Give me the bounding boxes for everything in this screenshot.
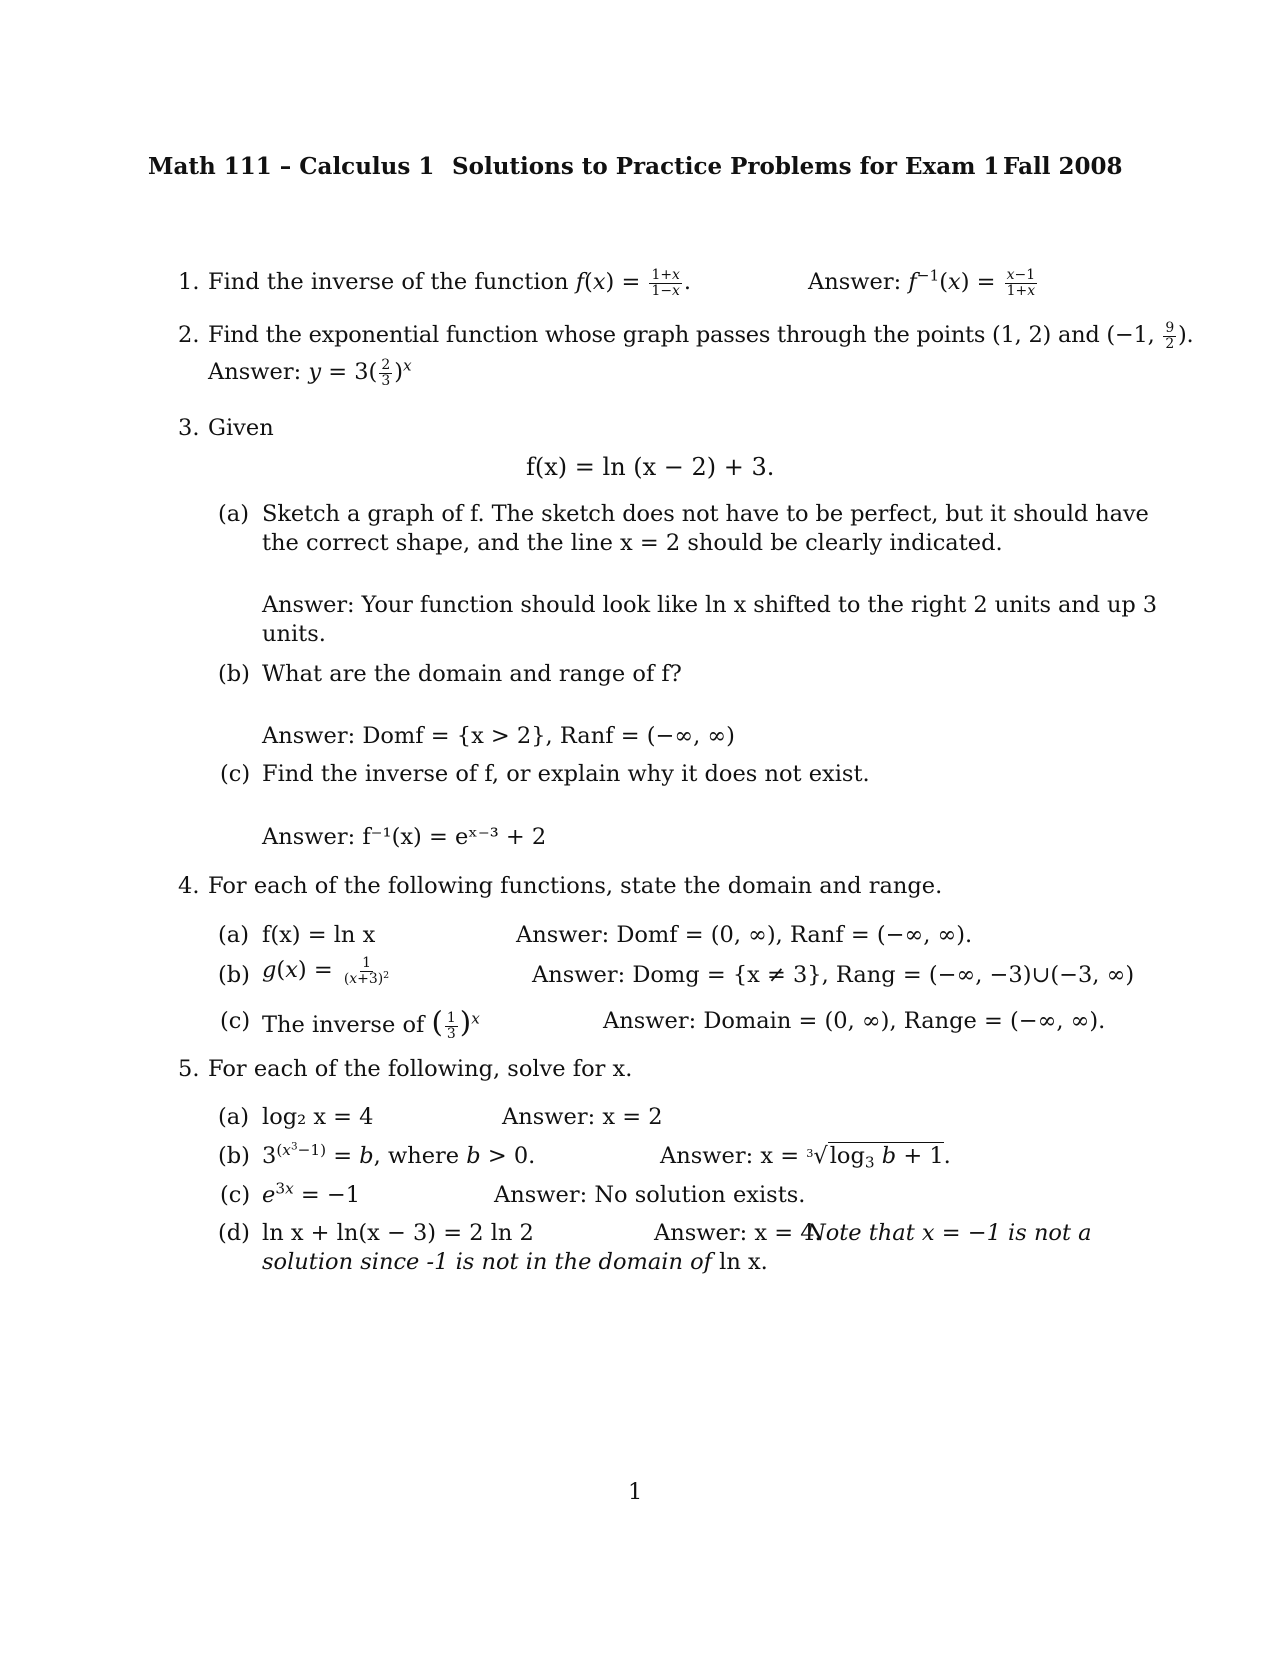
problem-3a-label: (a) (218, 501, 249, 527)
problem-5b-answer: Answer: $x = ^3√\log_3$ b + 1. (660, 1143, 951, 1172)
problem-2-question: Find the exponential function whose graph passes through the points (1, 2) and (−1, $\frac{9}{2}$ ). (208, 320, 1194, 352)
problem-5-number: 5. (178, 1056, 200, 1082)
problem-5c-label: (c) (220, 1182, 251, 1208)
problem-4-number: 4. (178, 873, 200, 899)
problem-3a-answer-1: Answer: Your function should look like ln x shifted to the right 2 units and up 3 (262, 592, 1157, 618)
problem-3c-label: (c) (220, 761, 251, 787)
problem-2-number: 2. (178, 322, 200, 348)
problem-4b-label: (b) (218, 962, 250, 988)
problem-3b-text: What are the domain and range of f? (262, 661, 682, 687)
problem-5d-equation: ln x + ln(x − 3) = 2 ln 2 (262, 1220, 534, 1246)
problem-4a-function: f(x) = ln x (262, 922, 376, 948)
problem-4b-answer: Answer: Domg = {x ≠ 3}, Rang = (−∞, −3)∪(−3, ∞) (532, 962, 1135, 988)
problem-3-equation: f(x) = ln (x − 2) + 3. (526, 453, 775, 481)
problem-5d-answer: Answer: x = 4. (654, 1220, 822, 1246)
term: Fall 2008 (1003, 153, 1123, 180)
problem-3c-answer: Answer: f⁻¹(x) = eˣ⁻³ + 2 (262, 824, 547, 850)
problem-4c-answer: Answer: Domain = (0, ∞), Range = (−∞, ∞). (603, 1008, 1106, 1034)
problem-1-question: Find the inverse of the function f(x) = $\frac{1+x}{1-x}$ . (208, 267, 692, 299)
problem-3a-answer-2: units. (262, 621, 326, 647)
problem-1-answer: Answer: $f^{-1}(x)$ = $\frac{x-1}{1+x}$ (808, 266, 1036, 299)
problem-4c-label: (c) (220, 1008, 251, 1034)
page-number: 1 (628, 1479, 643, 1505)
problem-5d-note-1: Note that x = −1 is not a (806, 1220, 1092, 1246)
problem-3-number: 3. (178, 415, 200, 441)
problem-3b-label: (b) (218, 661, 250, 687)
problem-5d-label: (d) (218, 1220, 250, 1246)
problem-4-text: For each of the following functions, state the domain and range. (208, 873, 943, 899)
problem-4b-function: g(x) = $\frac{1}{(x+3)^2}$ (262, 955, 390, 987)
problem-5d-note-2: solution since -1 is not in the domain of ln x. (262, 1249, 768, 1275)
problem-3b-answer: Answer: Domf = {x > 2}, Ranf = (−∞, ∞) (262, 723, 735, 749)
problem-4a-answer: Answer: Domf = (0, ∞), Ranf = (−∞, ∞). (516, 922, 973, 948)
problem-1-number: 1. (178, 269, 200, 295)
problem-3a-text-1: Sketch a graph of f. The sketch does not have to be perfect, but it should have (262, 501, 1149, 527)
problem-2-answer: Answer: y = 3( $\frac{2}{3}$ )$^x$ (208, 356, 412, 389)
problem-5b-equation: $3^{(x^3-1)} = b$, where b > 0. (262, 1139, 536, 1169)
document-title: Solutions to Practice Problems for Exam 1 (452, 153, 1000, 180)
problem-5b-label: (b) (218, 1143, 250, 1169)
problem-5c-answer: Answer: No solution exists. (494, 1182, 806, 1208)
problem-4a-label: (a) (218, 922, 249, 948)
problem-3a-text-2: the correct shape, and the line x = 2 should be clearly indicated. (262, 530, 1003, 556)
problem-3-given: Given (208, 415, 274, 441)
problem-5a-answer: Answer: x = 2 (502, 1104, 663, 1130)
problem-5a-label: (a) (218, 1104, 249, 1130)
problem-4c-text: The inverse of ( $\frac{1}{3}$ )$^x$ (262, 1005, 480, 1042)
course-title: Math 111 – Calculus 1 (148, 153, 435, 180)
problem-5-text: For each of the following, solve for x. (208, 1056, 633, 1082)
problem-5a-equation: log₂ x = 4 (262, 1104, 374, 1130)
problem-3c-text: Find the inverse of f, or explain why it does not exist. (262, 761, 870, 787)
problem-5c-equation: $e^{3x} = -1$ (262, 1179, 361, 1208)
